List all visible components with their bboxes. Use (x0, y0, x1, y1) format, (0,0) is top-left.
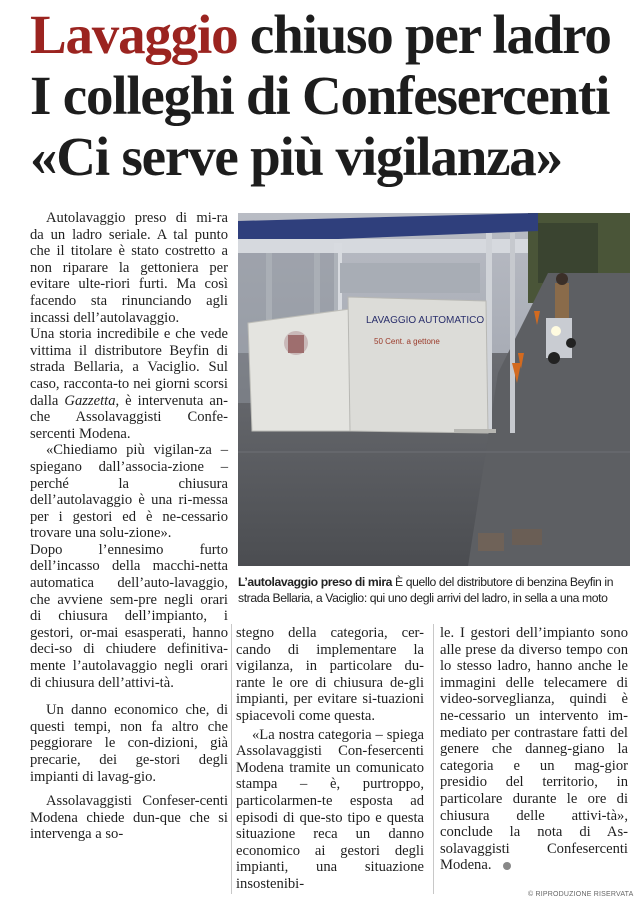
paragraph: stegno della categoria, cer-cando di implementare la vigilanza, in particolare du-rante le ore di chiusura de-gli impianti, per evitare si-tuazioni spiacevoli come questa. (236, 625, 424, 724)
column-divider (231, 624, 232, 894)
article-photo (238, 213, 630, 566)
column-divider (433, 624, 434, 894)
headline (30, 4, 630, 187)
paragraph: «La nostra categoria – spiega Assolavaggisti Con-fesercenti Modena tramite un comunicato stampa – è, purtroppo, particolarmen-te esposta ad episodi di que-sto tipo e questa situazione reca un danno economico ai gestori degli impianti, una situazione insostenibi- (236, 726, 424, 892)
paragraph-text: , è intervenuta an-che Assolavaggisti Confe-sercenti Modena. (30, 392, 228, 442)
end-mark-icon (503, 862, 511, 870)
sign-text-1: LAVAGGIO AUTOMATICO (366, 315, 485, 326)
newspaper-name: Gazzetta (64, 392, 116, 409)
paragraph: Un danno economico che, di questi tempi, non fa altro che peggiorare le con-dizioni, già precarie, dei ge-stori degli impianti di lavag-gio. (30, 702, 228, 785)
headline-line-3: «Ci serve più vigilanza» (30, 126, 562, 187)
panel-left (248, 309, 352, 431)
article-column-3 (440, 625, 628, 874)
rider (555, 283, 569, 318)
paragraph (30, 326, 228, 442)
headline-kicker: Lavaggio (30, 4, 238, 65)
paragraph: «Chiediamo più vigilan-za – spiegano dall’associa-zione – perché la chiusura dell’autolavaggio è una ri-messa per i gestori ed è ne-cessario trovare una solu-zione». (30, 442, 228, 542)
paragraph: Assolavaggisti Confeser-centi Modena chiede dun-que che si intervenga a so- (30, 793, 228, 843)
car-wash-surveillance-image (238, 213, 630, 566)
paragraph-text: le. I gestori dell’impianto sono alle prese da diverso tempo con lo stesso ladro, hanno anche le immagini delle telecamere di video-sorveglianza, quindi è ne-cessario un intervento im-mediato per contrastare fatti del genere che danneg-giano la categoria e un mag-gior presidio del territorio, in particolare durante le ore di chiusura delle attivi-tà», conclude la nota di As-solavaggisti Confesercenti Modena. (440, 625, 628, 874)
paragraph: Dopo l’ennesimo furto dell’incasso della macchi-netta automatica dell’auto-lavaggio, che avviene sem-pre negli orari di chiusura dell’impianto, i gestori, or-mai esasperati, hanno deci-so di chiudere definitiva-mente l’autolavaggio negli orari di chiusura dell’attivi-tà. (30, 541, 228, 691)
paragraph (440, 625, 628, 874)
sign-text-2: 50 Cent. a gettone (374, 337, 440, 346)
photo-caption (238, 574, 634, 606)
motorcycle (546, 318, 572, 358)
headline-line-1 (30, 4, 630, 65)
article-column-2 (236, 625, 424, 893)
headline-line-1-rest: chiuso per ladro (237, 4, 611, 65)
caption-text: È quello del distributore di benzina Beyfin in strada Bellaria, a Vaciglio: qui uno degli arrivi del ladro, in sella a una moto (238, 575, 614, 605)
article-column-1 (30, 210, 228, 843)
paragraph: Autolavaggio preso di mi-ra da un ladro seriale. A tal punto che il titolare è stato costretto a non riparare la gettoniera per evitare ulte-riori furti. Ma così facendo sta rinunciando agli incassi dell’autolavaggio. (30, 210, 228, 326)
caption-lead: L’autolavaggio preso di mira (238, 575, 393, 589)
headline-line-2: I colleghi di Confesercenti (30, 65, 610, 126)
copyright-notice: © RIPRODUZIONE RISERVATA (528, 891, 634, 898)
paragraph-text: Una storia incredibile e che vede vittima il distributore Beyfin di strada Bellaria, a Vaciglio. Sul caso, racconta-to nei giorni scorsi dalla (30, 326, 228, 409)
